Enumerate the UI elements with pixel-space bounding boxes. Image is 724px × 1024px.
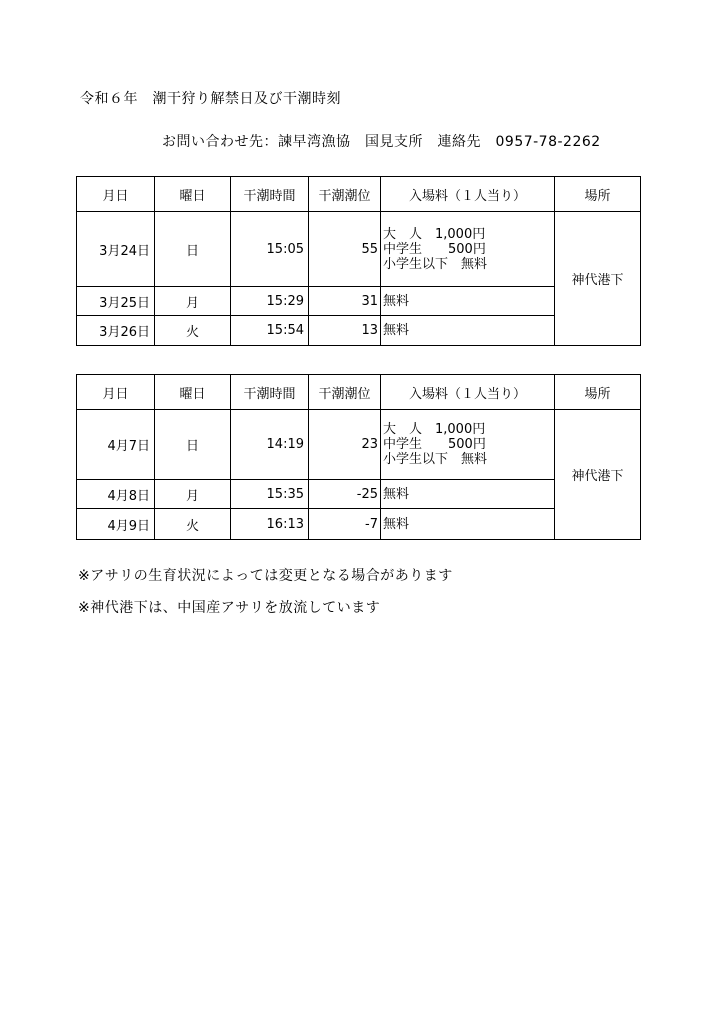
weekday-cell: 月	[155, 287, 231, 316]
fee-cell: 無料	[381, 287, 555, 316]
note-imported-clams: ※神代港下は、中国産アサリを放流しています	[78, 600, 381, 616]
fee-cell: 無料	[381, 316, 555, 346]
fee-cell	[381, 212, 555, 287]
fee-line-junior-high: 中学生 500円	[383, 437, 486, 452]
fee-line-junior-high: 中学生 500円	[383, 241, 486, 257]
date-cell: 3月24日	[77, 212, 155, 287]
weekday-cell: 月	[155, 480, 231, 509]
header-date: 月日	[77, 177, 155, 212]
fee-line-elementary: 小学生以下 無料	[383, 452, 488, 467]
fee-cell: 無料	[381, 509, 555, 540]
header-level: 干潮潮位	[309, 177, 381, 212]
date-cell: 4月8日	[77, 480, 155, 509]
fee-cell: 無料	[381, 480, 555, 509]
low-tide-time-cell: 15:54	[231, 316, 309, 346]
table-row	[77, 410, 641, 480]
header-weekday: 曜日	[155, 375, 231, 410]
tide-table-march	[76, 176, 641, 346]
low-tide-time-cell: 14:19	[231, 410, 309, 480]
date-cell: 4月9日	[77, 509, 155, 540]
header-time: 干潮時間	[231, 375, 309, 410]
date-cell: 3月26日	[77, 316, 155, 346]
header-weekday: 曜日	[155, 177, 231, 212]
weekday-cell: 日	[155, 212, 231, 287]
low-tide-time-cell: 15:29	[231, 287, 309, 316]
weekday-cell: 火	[155, 316, 231, 346]
fee-line-adult: 大 人 1,000円	[383, 422, 486, 437]
contact-info: お問い合わせ先：諫早湾漁協 国見支所 連絡先 0957-78-2262	[162, 134, 601, 150]
header-fee: 入場料（１人当り）	[381, 375, 555, 410]
low-tide-level-cell: -7	[309, 509, 381, 540]
header-level: 干潮潮位	[309, 375, 381, 410]
low-tide-time-cell: 15:05	[231, 212, 309, 287]
table-row	[77, 212, 641, 287]
header-date: 月日	[77, 375, 155, 410]
low-tide-level-cell: 13	[309, 316, 381, 346]
weekday-cell: 火	[155, 509, 231, 540]
low-tide-level-cell: 31	[309, 287, 381, 316]
date-cell: 3月25日	[77, 287, 155, 316]
fee-line-adult: 大 人 1,000円	[383, 226, 486, 242]
header-place: 場所	[555, 375, 641, 410]
low-tide-level-cell: 23	[309, 410, 381, 480]
header-fee: 入場料（１人当り）	[381, 177, 555, 212]
table-header-row	[77, 375, 641, 410]
place-cell: 神代港下	[555, 212, 641, 346]
header-time: 干潮時間	[231, 177, 309, 212]
low-tide-level-cell: 55	[309, 212, 381, 287]
note-growth-conditions: ※アサリの生育状況によっては変更となる場合があります	[78, 568, 453, 584]
document-title: 令和６年 潮干狩り解禁日及び干潮時刻	[80, 91, 341, 107]
fee-line-elementary: 小学生以下 無料	[383, 256, 488, 272]
fee-cell	[381, 410, 555, 480]
tide-table-april	[76, 374, 641, 540]
date-cell: 4月7日	[77, 410, 155, 480]
weekday-cell: 日	[155, 410, 231, 480]
low-tide-time-cell: 15:35	[231, 480, 309, 509]
low-tide-time-cell: 16:13	[231, 509, 309, 540]
header-place: 場所	[555, 177, 641, 212]
low-tide-level-cell: -25	[309, 480, 381, 509]
place-cell: 神代港下	[555, 410, 641, 540]
table-header-row	[77, 177, 641, 212]
